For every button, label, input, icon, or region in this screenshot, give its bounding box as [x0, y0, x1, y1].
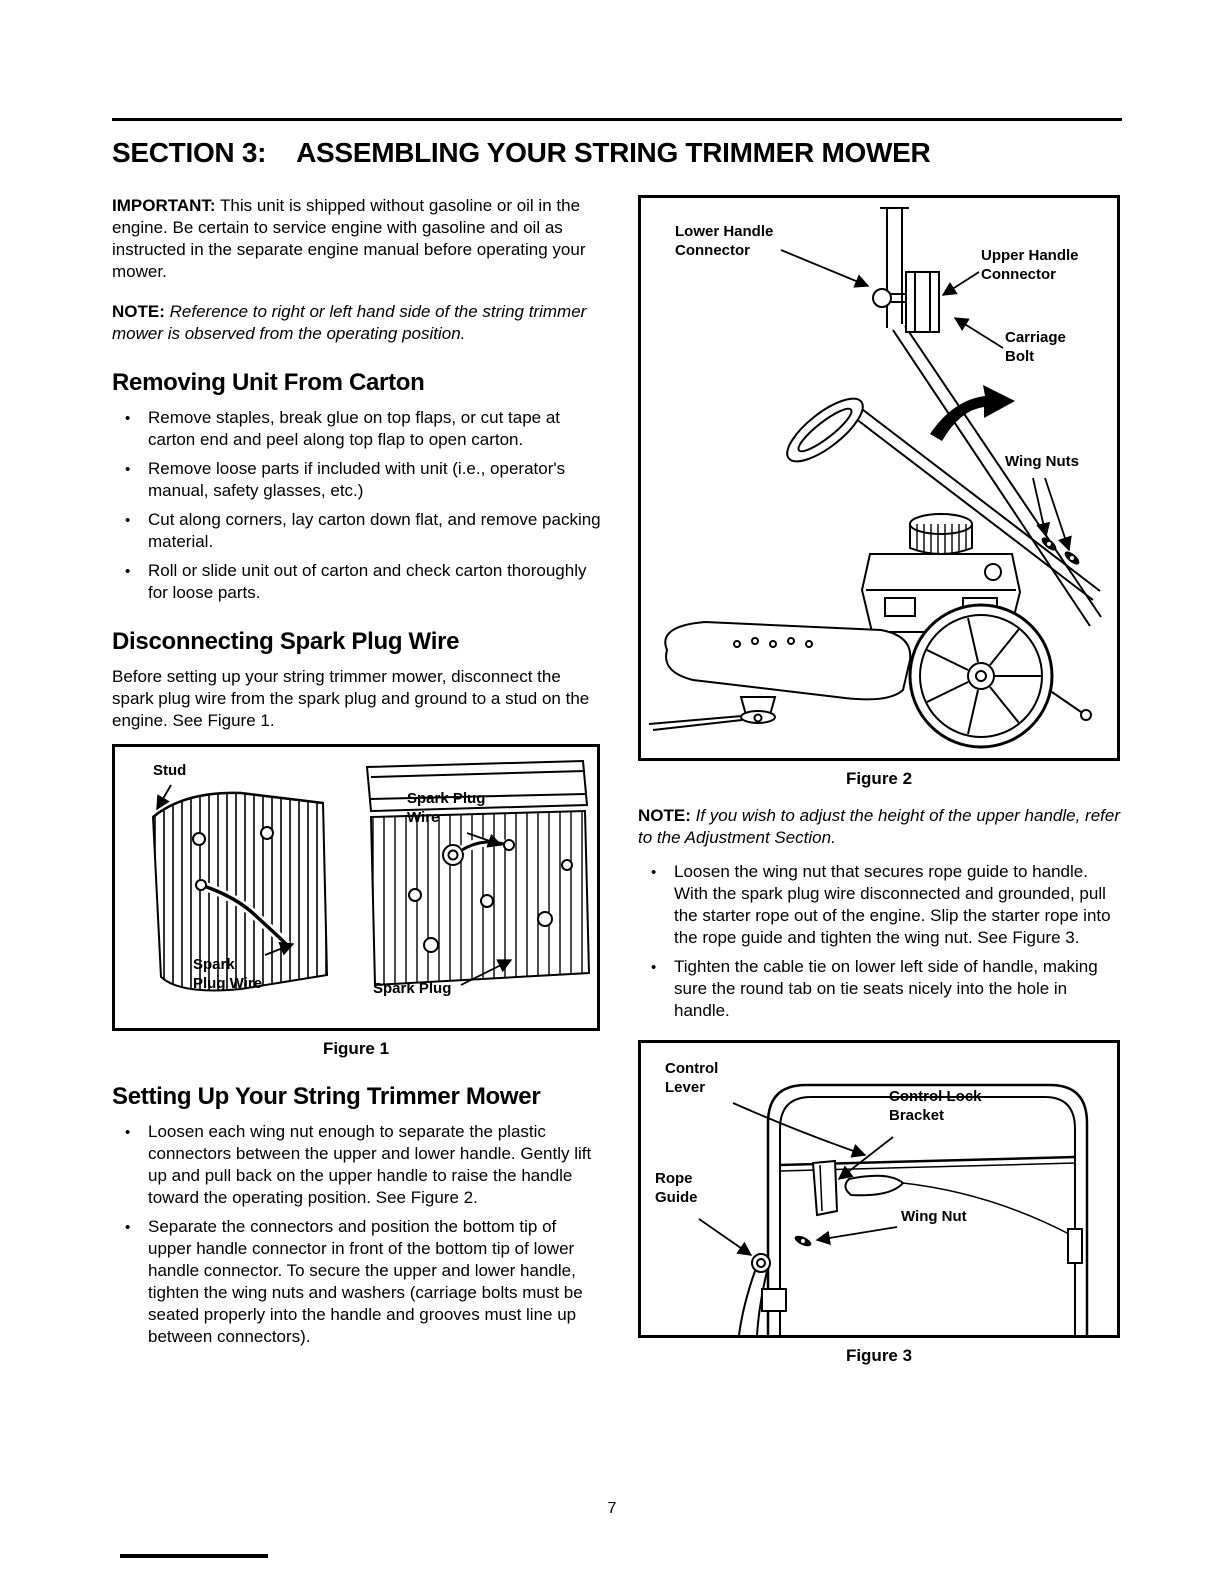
- important-text: This unit is shipped without gasoline or oil in the engine. Be certain to service engine with gasoline and oil as instructed in the separate engine manual before operating your mower.: [112, 196, 586, 281]
- note-paragraph: [112, 301, 602, 345]
- figure2-frame: [638, 195, 1120, 761]
- bullet-item: • Loosen the wing nut that secures rope guide to handle. With the spark plug wire disconnected and grounded, pull the starter rope out of the engine. Slip the starter rope into the rope guide and tighten the wing nut. See Figure 3.: [638, 861, 1120, 949]
- important-label: IMPORTANT:: [112, 196, 216, 215]
- figure-1: [112, 744, 602, 1059]
- figure1-label-spark-plug-wire-bottom: Spark Plug Wire: [193, 956, 263, 992]
- figure1-label-stud: Stud: [153, 762, 187, 779]
- note2-text: If you wish to adjust the height of the upper handle, refer to the Adjustment Section.: [638, 806, 1120, 847]
- top-rule-divider: [112, 118, 1122, 121]
- heading-disconnecting-spark-plug: Disconnecting Spark Plug Wire: [112, 628, 460, 655]
- figure3-label-rope-guide: Rope Guide: [655, 1170, 698, 1206]
- figure1-frame: [112, 744, 600, 1031]
- right-column: [638, 195, 1120, 1372]
- removing-bullet-list: [112, 407, 602, 604]
- heading-removing-unit: Removing Unit From Carton: [112, 369, 425, 396]
- note-label: NOTE:: [112, 302, 165, 321]
- bullet-item: • Tighten the cable tie on lower left side of handle, making sure the round tab on tie seats nicely into the hole in handle.: [638, 956, 1120, 1022]
- bullet-item: • Loosen each wing nut enough to separate the plastic connectors between the upper and lower handle. Gently lift up and pull back on the upper handle to raise the handle toward the operating position. See Figure 2.: [112, 1121, 602, 1209]
- figure-2: [638, 195, 1120, 789]
- important-paragraph: [112, 195, 602, 283]
- note-text: Reference to right or left hand side of the string trimmer mower is observed from the operating position.: [112, 302, 587, 343]
- bottom-mark-line: [120, 1554, 268, 1558]
- figure3-caption: Figure 3: [845, 1346, 913, 1365]
- right-bullet-list: [638, 861, 1120, 1022]
- bullet-item: • Remove loose parts if included with unit (i.e., operator's manual, safety glasses, etc.): [112, 458, 602, 502]
- page-number: 7: [607, 1500, 617, 1517]
- figure2-label-wing-nuts: Wing Nuts: [1005, 453, 1080, 470]
- figure1-illustration: [115, 747, 597, 1028]
- figure3-label-control-lock-bracket: Control Lock Bracket: [889, 1088, 982, 1124]
- figure2-caption: Figure 2: [845, 769, 913, 788]
- bullet-item: • Separate the connectors and position the bottom tip of upper handle connector in front of the bottom tip of lower handle connector. To secure the upper and lower handle, tighten the wing nuts and washers (carriage bolts must be seated properly into the handle and grooves must line up between connectors).: [112, 1216, 602, 1348]
- note2-paragraph: [638, 805, 1120, 849]
- figure3-label-wing-nut: Wing Nut: [901, 1208, 967, 1225]
- figure2-label-lower-handle-connector: Lower Handle Connector: [675, 223, 774, 259]
- figure3-label-control-lever: Control Lever: [665, 1060, 719, 1096]
- figure-3: [638, 1040, 1120, 1366]
- section-title-text: ASSEMBLING YOUR STRING TRIMMER MOWER: [296, 137, 931, 168]
- figure1-caption: Figure 1: [322, 1039, 390, 1058]
- figure2-label-upper-handle-connector: Upper Handle Connector: [981, 247, 1079, 283]
- figure3-frame: [638, 1040, 1120, 1338]
- bullet-item: • Remove staples, break glue on top flaps, or cut tape at carton end and peel along top flap to open carton.: [112, 407, 602, 451]
- page-title: [112, 137, 1122, 169]
- figure2-label-carriage-bolt: Carriage Bolt: [1005, 329, 1066, 365]
- disconnecting-paragraph: Before setting up your string trimmer mower, disconnect the spark plug wire from the spark plug and ground to a stud on the engine. See Figure 1.: [112, 667, 590, 730]
- note2-label: NOTE:: [638, 806, 691, 825]
- setting-up-bullet-list: [112, 1121, 602, 1348]
- left-column: [112, 195, 602, 1356]
- bullet-item: • Roll or slide unit out of carton and check carton thoroughly for loose parts.: [112, 560, 602, 604]
- bullet-item: • Cut along corners, lay carton down flat, and remove packing material.: [112, 509, 602, 553]
- heading-setting-up: Setting Up Your String Trimmer Mower: [112, 1083, 541, 1110]
- figure1-label-spark-plug: Spark Plug: [373, 980, 452, 997]
- section-number: SECTION 3:: [112, 137, 267, 168]
- figure1-label-spark-plug-wire-top: Spark Plug Wire: [407, 790, 486, 826]
